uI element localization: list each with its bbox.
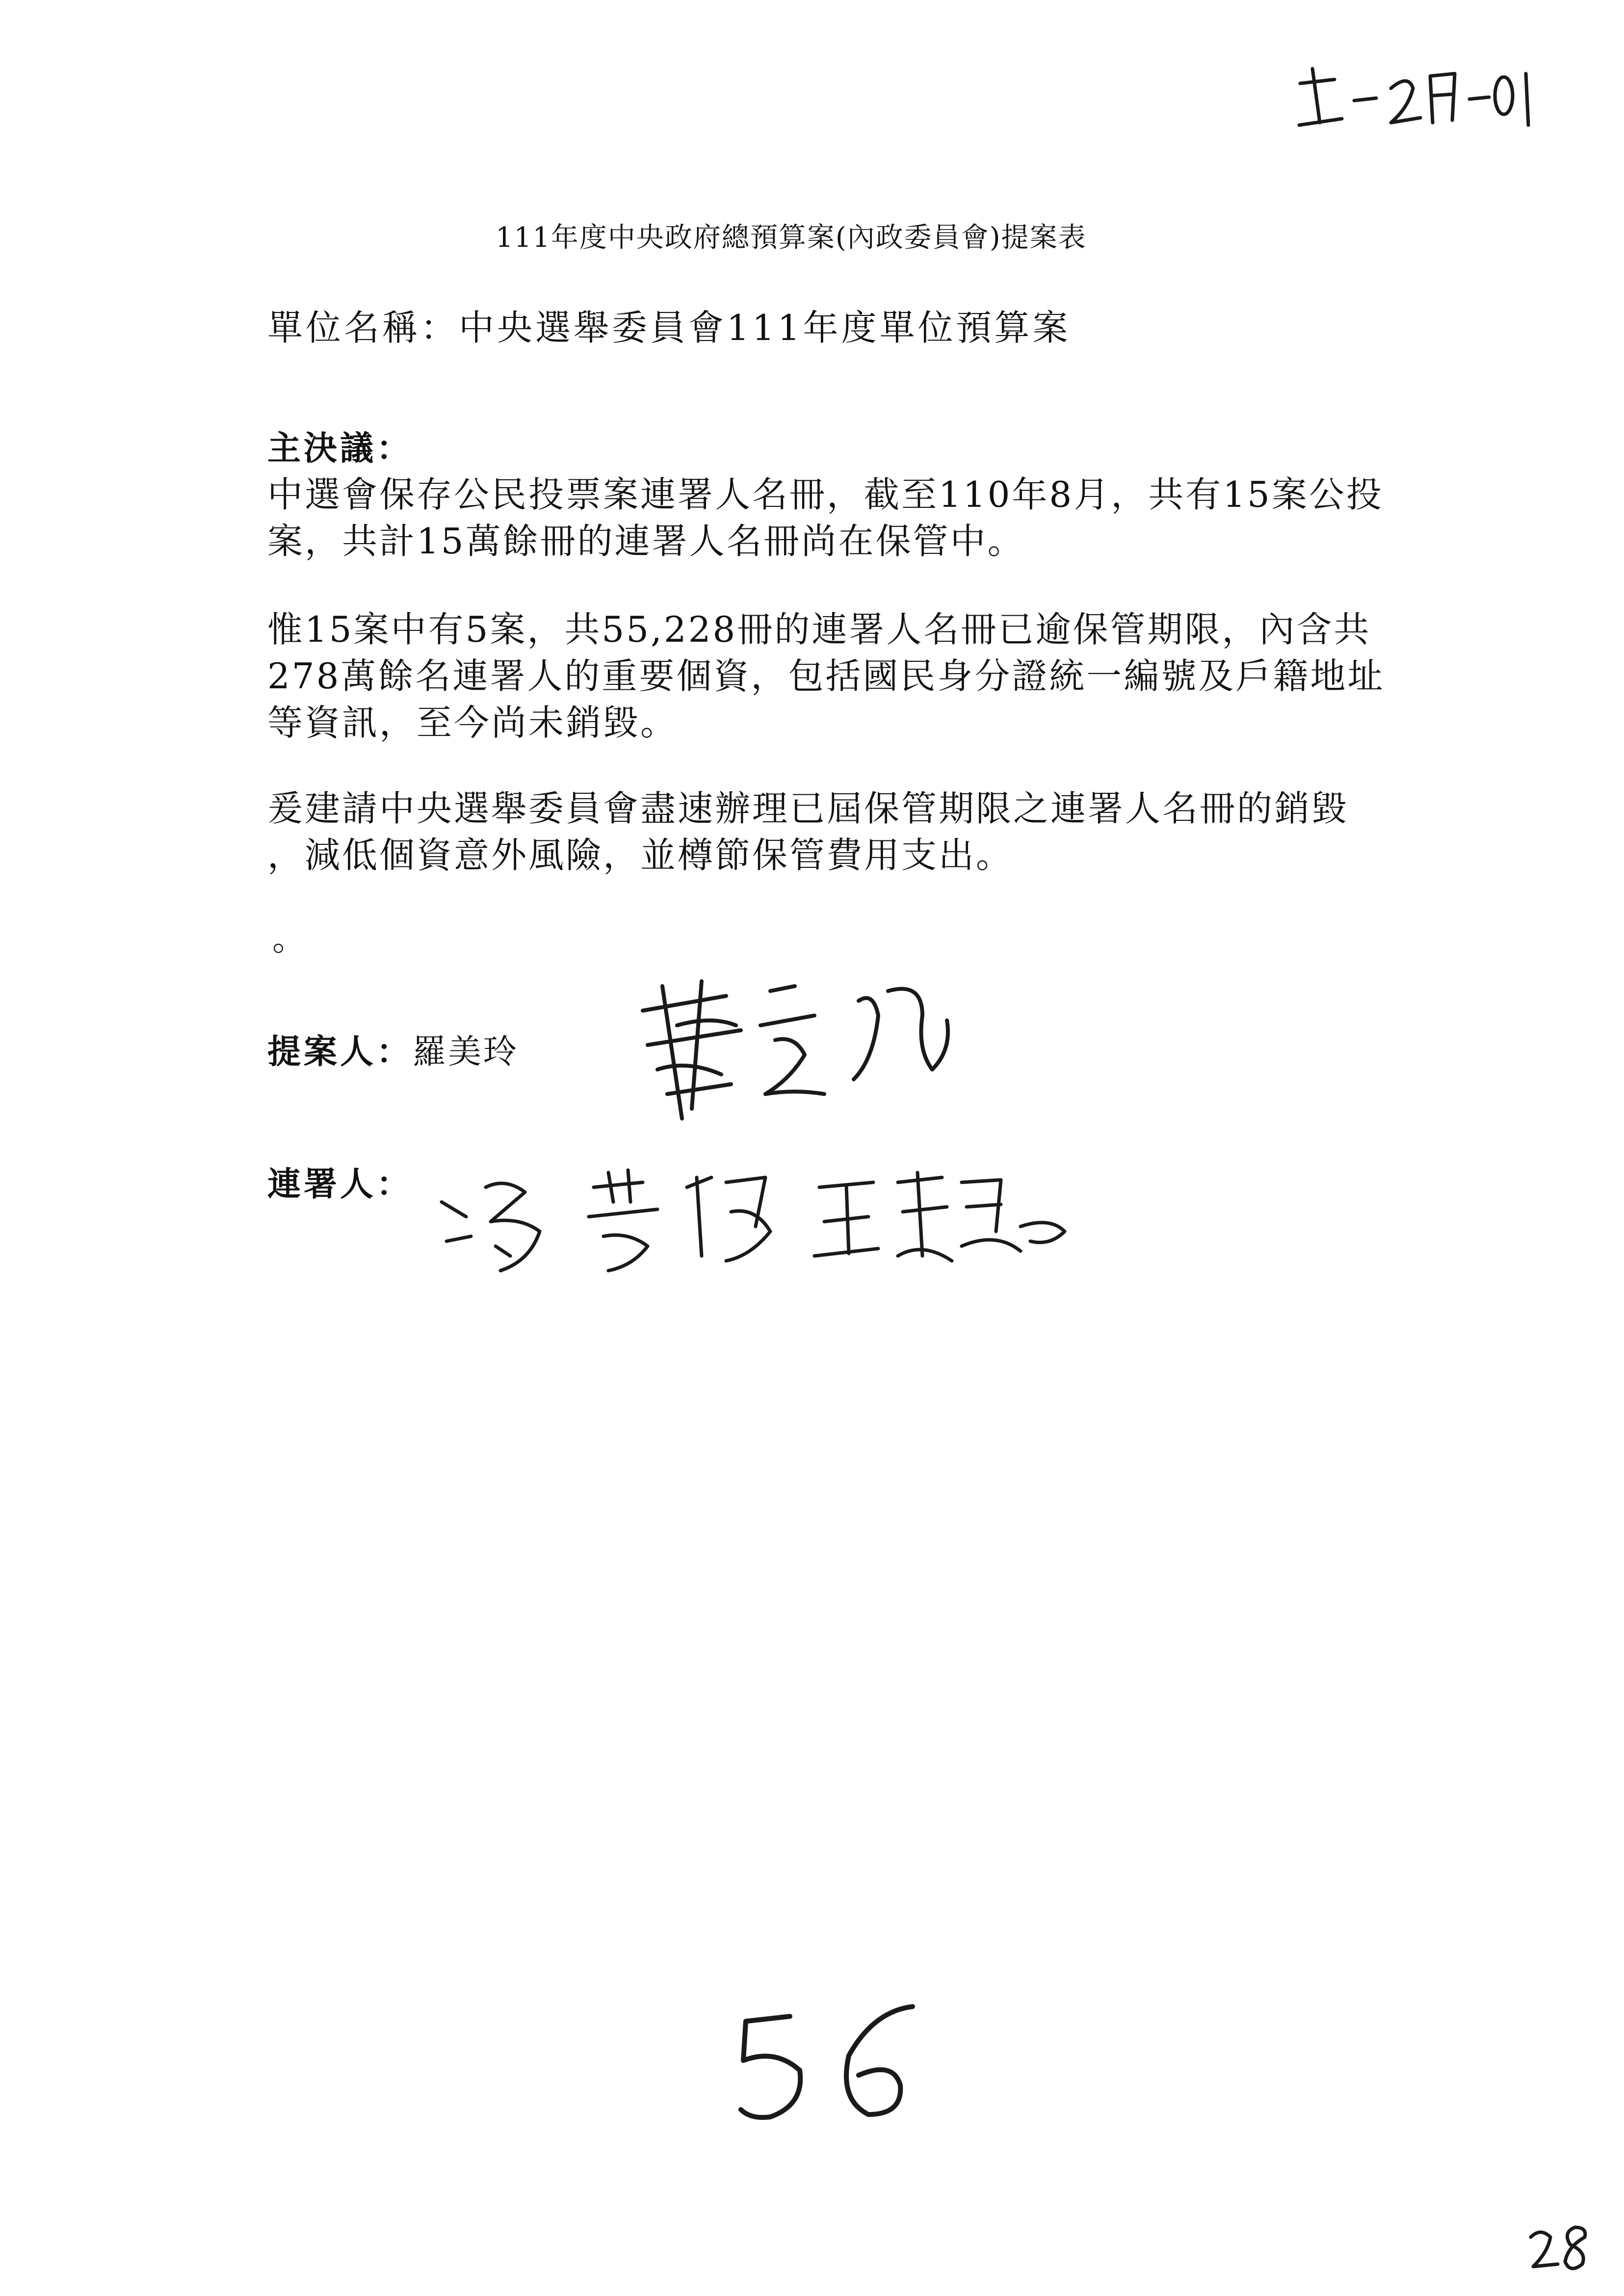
- document-title: 111年度中央政府總預算案(內政委員會)提案表: [496, 222, 1087, 254]
- paragraph-3-line-2: ，減低個資意外風險，並樽節保管費用支出。: [267, 835, 1014, 876]
- resolution-heading: 主決議：: [267, 429, 413, 468]
- cosigners-label: 連署人：: [267, 1165, 413, 1204]
- paragraph-1-line-1: 中選會保存公民投票案連署人名冊，截至110年8月，共有15案公投: [267, 474, 1384, 515]
- proposer-name: 羅美玲: [413, 1033, 519, 1071]
- unit-name-line: [267, 299, 1071, 350]
- unit-name-value: 中央選舉委員會111年度單位預算案: [459, 307, 1071, 348]
- cosigners-signature: [432, 1158, 1079, 1285]
- proposer-label: 提案人：: [267, 1033, 413, 1071]
- trailing-mark: 。: [272, 920, 308, 959]
- paragraph-1-line-2: 案，共計15萬餘冊的連署人名冊尚在保管中。: [267, 521, 1025, 562]
- proposer-line: [267, 1025, 519, 1073]
- paragraph-2-line-1: 惟15案中有5案，共55,228冊的連署人名冊已逾保管期限，內含共: [267, 609, 1371, 650]
- paragraph-3-line-1: 爰建請中央選舉委員會盡速辦理已屆保管期限之連署人名冊的銷毀: [267, 788, 1349, 829]
- handwritten-corner-note: [1290, 54, 1536, 137]
- corner-page-mark: [1521, 2218, 1599, 2276]
- paragraph-2-line-2: 278萬餘名連署人的重要個資，包括國民身分證統一編號及戶籍地址: [267, 655, 1385, 697]
- unit-name-label: 單位名稱：: [267, 307, 459, 348]
- paragraph-2-line-3: 等資訊，至今尚未銷毀。: [267, 702, 678, 743]
- proposer-signature: [628, 971, 981, 1133]
- handwritten-page-number: [726, 1992, 932, 2134]
